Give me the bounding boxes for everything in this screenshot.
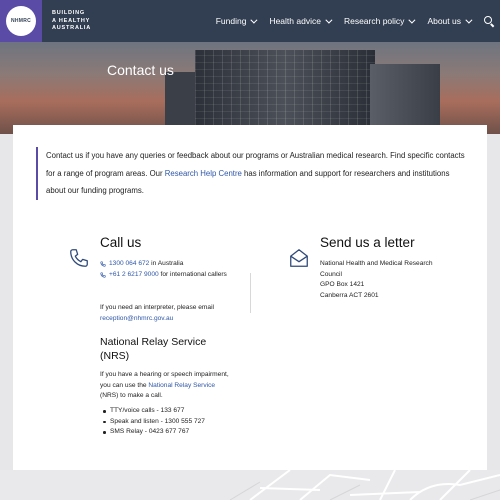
nrs-text-2: (NRS) to make a call.: [100, 392, 163, 399]
tagline-line-2: A HEALTHY: [52, 17, 91, 24]
nav-about-us[interactable]: [427, 16, 470, 26]
tagline-line-3: AUSTRALIA: [52, 25, 91, 31]
hero-banner: [0, 42, 500, 134]
address-line-1: National Health and Medical Research Council: [320, 260, 433, 278]
phone-line-australia: [100, 259, 230, 270]
nav-health-advice-label: Health advice: [269, 16, 321, 26]
phone-icon: [68, 247, 90, 269]
intro-text-2: has information and support for researchers and institutions about our funding programs.: [46, 168, 450, 195]
research-help-centre-link[interactable]: Research Help Centre: [164, 168, 242, 178]
chevron-down-icon: [325, 16, 332, 23]
call-us-heading: Call us: [100, 235, 142, 250]
site-header: [0, 0, 500, 42]
phone-international-suffix: for international callers: [158, 270, 227, 278]
hero-building-windows: [195, 50, 375, 134]
reception-email-link[interactable]: reception@nhmrc.gov.au: [100, 314, 174, 322]
nrs-text-1: If you have a hearing or speech impairment, you can use the: [100, 371, 229, 389]
interpreter-info: [100, 303, 240, 324]
phone-international-link[interactable]: +61 2 6217 9000: [109, 270, 159, 278]
search-icon[interactable]: [484, 16, 494, 26]
content-card: [13, 125, 487, 470]
phone-australia-link[interactable]: 1300 064 672: [109, 260, 150, 267]
map-lines: [0, 470, 500, 500]
hero-building-image: [370, 64, 440, 134]
column-divider: [250, 273, 251, 313]
chevron-down-icon: [251, 16, 258, 23]
phone-line-international: [100, 270, 230, 281]
nav-about-us-label: About us: [427, 16, 461, 26]
phone-australia-suffix: in Australia: [149, 260, 184, 267]
page-title: Contact us: [107, 62, 174, 78]
logo-badge: NHMRC: [6, 6, 36, 36]
list-item: TTY/voice calls - 133 677: [103, 406, 205, 417]
phone-small-icon: [100, 272, 106, 278]
send-letter-heading: Send us a letter: [320, 235, 415, 250]
nav-research-policy-label: Research policy: [343, 16, 405, 26]
nav-funding[interactable]: [216, 16, 256, 26]
tagline-line-1: BUILDING: [52, 10, 85, 16]
map-background: [0, 470, 500, 500]
nav-health-advice[interactable]: [269, 16, 330, 26]
phone-small-icon: [100, 261, 106, 267]
list-item: SMS Relay - 0423 677 767: [103, 427, 205, 438]
address-line-2: GPO Box 1421: [320, 281, 365, 288]
nrs-link[interactable]: National Relay Service: [148, 381, 216, 389]
list-item: Speak and listen - 1300 555 727: [103, 417, 205, 428]
postal-address: [320, 259, 455, 301]
address-line-3: Canberra ACT 2601: [320, 291, 379, 299]
chevron-down-icon: [409, 16, 416, 23]
intro-paragraph: [36, 147, 468, 200]
envelope-icon: [288, 247, 310, 269]
nrs-paragraph: [100, 370, 235, 402]
chevron-down-icon: [465, 16, 472, 23]
phone-numbers: [100, 259, 230, 280]
logo[interactable]: [0, 0, 42, 42]
nav-funding-label: Funding: [215, 16, 247, 26]
tagline: [52, 10, 91, 33]
interpreter-text: If you need an interpreter, please email: [100, 304, 214, 311]
nrs-heading: National Relay Service (NRS): [100, 336, 207, 362]
nav-research-policy[interactable]: [344, 16, 413, 26]
nrs-list: [103, 406, 205, 438]
intro-text-1: Contact us if you have any queries or feedback about our programs or Australian medical research. Find specific contacts for a range of program areas. Our: [46, 151, 465, 178]
main-nav: [216, 0, 500, 42]
